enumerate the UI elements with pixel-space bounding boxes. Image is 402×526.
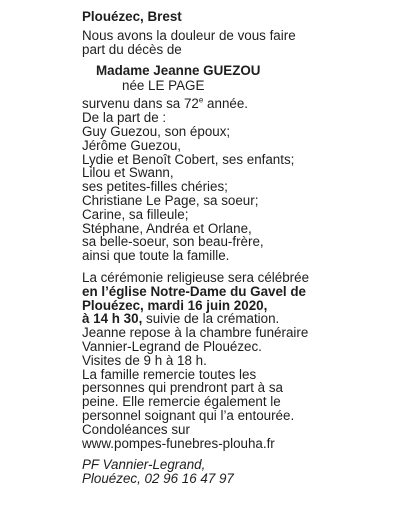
age-line xyxy=(82,97,382,111)
intro-paragraph xyxy=(82,29,382,57)
deceased-maiden-name: née LE PAGE xyxy=(122,78,205,94)
ceremony-line: personnel soignant qui l’a entourée. xyxy=(82,407,295,423)
family-line: Guy Guezou, son époux; xyxy=(82,123,231,139)
death-notice xyxy=(82,10,382,486)
notice-heading: Plouézec, Brest xyxy=(82,9,182,24)
family-line: Carine, sa filleule; xyxy=(82,206,189,222)
age-text-end: année. xyxy=(203,96,249,112)
ceremony-line xyxy=(82,285,382,299)
ceremony-line: peine. Elle remercie également le xyxy=(82,394,281,410)
funeral-home-signature xyxy=(82,458,382,486)
ceremony-line xyxy=(82,312,382,326)
ceremony-location: en l’église Notre-Dame du Gavel de xyxy=(82,283,306,299)
ceremony-line xyxy=(82,299,382,313)
ceremony-line: Vannier-Legrand de Plouézec. xyxy=(82,338,262,354)
ceremony-line: personnes qui prendront part à sa xyxy=(82,380,283,396)
family-paragraph xyxy=(82,97,382,263)
ceremony-date: Plouézec, mardi 16 juin 2020, xyxy=(82,297,268,313)
family-line: Lilou et Swann, xyxy=(82,165,174,181)
signature-line: Plouézec, 02 96 16 47 97 xyxy=(82,471,234,487)
age-ordinal-suffix: e xyxy=(198,95,204,105)
ceremony-line: Condoléances sur xyxy=(82,421,190,437)
ceremony-line: La famille remercie toutes les xyxy=(82,366,257,382)
ceremony-text: suivie de la crémation. xyxy=(142,311,280,327)
deceased-name: Madame Jeanne GUEZOU xyxy=(96,63,261,79)
signature-line: PF Vannier-Legrand, xyxy=(82,457,206,473)
age-text: survenu dans sa 72 xyxy=(82,96,199,112)
family-line: Jérôme Guezou, xyxy=(82,137,181,153)
family-line: ses petites-filles chéries; xyxy=(82,179,228,195)
ceremony-paragraph xyxy=(82,271,382,450)
family-line: De la part de : xyxy=(82,110,167,126)
ceremony-line: La cérémonie religieuse sera célébrée xyxy=(82,269,310,285)
family-line: Christiane Le Page, sa soeur; xyxy=(82,192,259,208)
family-line: sa belle-soeur, son beau-frère, xyxy=(82,234,264,250)
ceremony-line: Visites de 9 h à 18 h. xyxy=(82,352,207,368)
family-line: Lydie et Benoît Cobert, ses enfants; xyxy=(82,151,295,167)
intro-line: part du décès de xyxy=(82,41,182,57)
condolences-url: www.pompes-funebres-plouha.fr xyxy=(82,435,275,451)
family-line: ainsi que toute la famille. xyxy=(82,248,230,264)
ceremony-time: à 14 h 30, xyxy=(82,311,143,327)
deceased-block xyxy=(82,63,382,93)
ceremony-line: Jeanne repose à la chambre funéraire xyxy=(82,325,309,341)
intro-line: Nous avons la douleur de vous faire xyxy=(82,27,296,43)
family-line: Stéphane, Andréa et Orlane, xyxy=(82,220,252,236)
